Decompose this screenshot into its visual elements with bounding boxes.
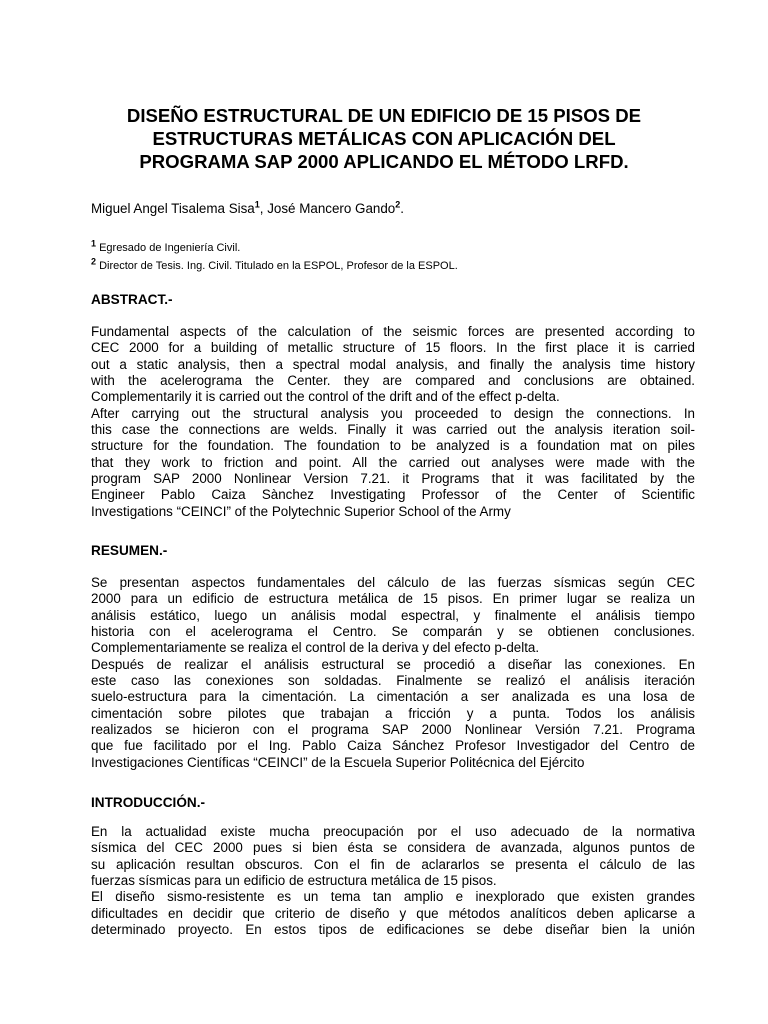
text-line: su aplicación resultan obscuros. Con el fin de aclararlos se presenta el cálculo de las [91,856,695,872]
affiliation-mark: 1 [91,238,97,249]
text-line: Complementarily it is carried out the control of the drift and of the effect p-delta. [91,389,560,405]
text-line: historia con el acelerograma el Centro. Se comparán y se obtienen conclusiones. [91,624,695,640]
text-line: dificultades en decidir que criterio de diseño y que métodos analíticos deben aplicarse a [91,905,695,921]
text-line: fuerzas sísmicas para un edificio de estructura metálica de 15 pisos. [91,873,497,889]
text-line: program SAP 2000 Nonlinear Version 7.21. it Programs that it was facilitated by the [91,471,695,487]
text-line: suelo-estructura para la cimentación. La cimentación a ser analizada es una losa de [91,689,695,705]
author-list [91,200,404,218]
resumen-paragraph [91,575,695,771]
affiliation-mark: 2 [395,199,401,210]
text-line: este caso las conexiones son soldadas. Finalmente se realizó el análisis iteración [91,673,695,689]
paper-title [60,104,708,173]
text-line: out a static analysis, then a spectral modal analysis, and finally the analysis time history [91,356,695,372]
affiliation-mark: 2 [91,256,97,267]
resumen-heading: RESUMEN.- [91,543,168,558]
text-line: En la actualidad existe mucha preocupación por el uso adecuado de la normativa [91,824,695,839]
affiliation-1 [91,238,241,255]
introduccion-paragraph [91,824,695,938]
text-line: que fue facilitado por el Ing. Pablo Caiza Sánchez Profesor Investigador del Centro de [91,738,695,754]
abstract-heading: ABSTRACT.- [91,292,173,307]
text-line: Investigaciones Científicas “CEINCI” de la Escuela Superior Politécnica del Ejército [91,754,585,770]
affiliation-mark: 1 [254,199,260,210]
text-line: cimentación sobre pilotes que trabajan a fricción y a punta. Todos los análisis [91,705,695,721]
text-line: Engineer Pablo Caiza Sànchez Investigating Professor of the Center of Scientific [91,487,695,503]
title-line: ESTRUCTURAS METÁLICAS CON APLICACIÓN DEL [152,128,616,149]
text-line: this case the connections are welds. Finally it was carried out the analysis iteration soil- [91,422,695,438]
title-line: DISEÑO ESTRUCTURAL DE UN EDIFICIO DE 15 PISOS DE [126,105,642,126]
introduccion-heading: INTRODUCCIÓN.- [91,795,206,810]
abstract-paragraph [91,324,695,520]
text-line: Se presentan aspectos fundamentales del cálculo de las fuerzas sísmicas según CEC [91,575,695,590]
text-line: CEC 2000 for a building of metallic structure of 15 floors. In the first place it is carried [91,340,695,356]
text-line: Investigations “CEINCI” of the Polytechnic Superior School of the Army [91,503,511,519]
text-line: El diseño sismo-resistente es un tema tan amplio e inexplorado que existen grandes [91,889,695,905]
affiliation-2 [91,256,458,273]
affiliation-text: Egresado de Ingeniería Civil. [96,242,241,254]
title-line: PROGRAMA SAP 2000 APLICANDO EL MÉTODO LRFD. [139,151,629,172]
text-line: realizados se hicieron con el programa SAP 2000 Nonlinear Versión 7.21. Programa [91,722,695,738]
text-line: Fundamental aspects of the calculation of the seismic forces are presented according to [91,324,695,339]
author-separator: , [259,201,268,216]
affiliation-text: Director de Tesis. Ing. Civil. Titulado en la ESPOL, Profesor de la ESPOL. [96,260,458,272]
text-line: After carrying out the structural analysis you proceeded to design the connections. In [91,405,695,421]
text-line: determinado proyecto. En estos tipos de edificaciones se debe diseñar bien la unión [91,922,695,938]
text-line: with the acelerograma the Center. they are compared and conclusions are obtained. [91,373,695,389]
author-name: Miguel Angel Tisalema Sisa [91,201,255,216]
text-line: sísmica del CEC 2000 pues si bien ésta se considera de avanzada, algunos puntos de [91,840,695,856]
author-name: José Mancero Gando [267,201,396,216]
author-end: . [400,201,404,216]
text-line: Después de realizar el análisis estructural se procedió a diseñar las conexiones. En [91,656,695,672]
text-line: 2000 para un edificio de estructura metálica de 15 pisos. En primer lugar se realiza un [91,591,695,607]
text-line: that they work to friction and point. All the carried out analyses were made with the [91,454,695,470]
text-line: structure for the foundation. The foundation to be analyzed is a foundation mat on piles [91,438,695,454]
text-line: Complementariamente se realiza el control de la deriva y del efecto p-delta. [91,640,540,656]
text-line: análisis estático, luego un análisis modal espectral, y finalmente el análisis tiempo [91,607,695,623]
